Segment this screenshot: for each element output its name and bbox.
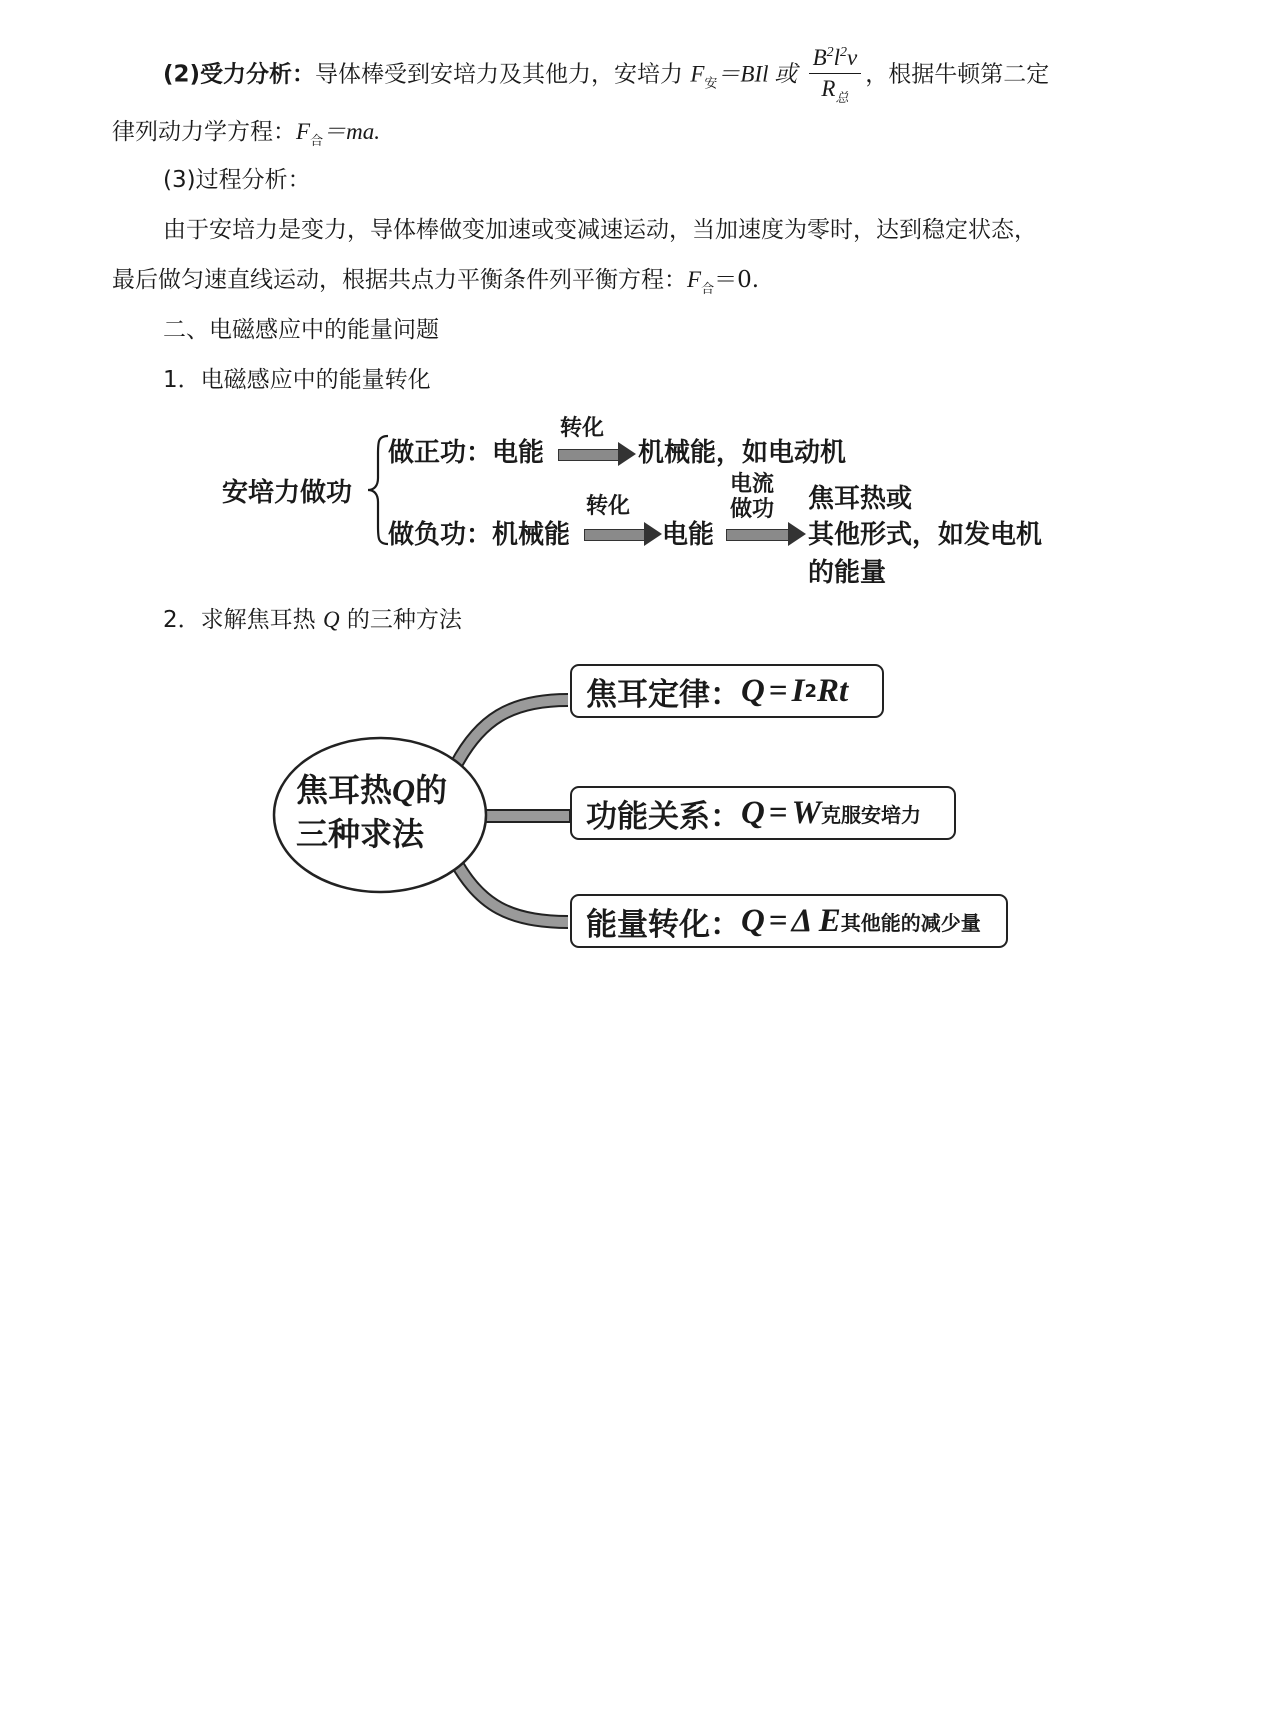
process-analysis-label: (3)过程分析： [163, 167, 311, 193]
subsection1-title: 1．电磁感应中的能量转化 [163, 367, 431, 393]
process-analysis-line2: 最后做匀速直线运动，根据共点力平衡条件列平衡方程：$F_合=0$. [112, 267, 760, 297]
force-analysis-label: (2)受力分析： [163, 61, 316, 88]
branch-joule-law: 焦耳定律： Q = I 2 Rt [570, 664, 884, 718]
process-analysis-line1: 由于安培力是变力，导体棒做变加速或变减速运动，当加速度为零时，达到稳定状态， [163, 217, 1037, 243]
section2-title: 二、电磁感应中的能量问题 [163, 317, 439, 343]
force-sub-an: 安 [704, 76, 718, 92]
force-line2-F: F [296, 119, 311, 144]
force-analysis-text2: ，根据牛顿第二定 [865, 61, 1050, 88]
force-F: F [690, 61, 705, 87]
lower-arrow1-label: 转化 [586, 494, 631, 519]
branch-work-energy: 功能关系： Q = W 克服安培力 [570, 786, 956, 840]
lower-lead: 做负功：机械能 [388, 520, 571, 550]
center-oval-line1: 焦耳热Q的 [296, 771, 448, 809]
fraction-numerator: $B^2l^2v$ [809, 38, 862, 74]
lower-arrow2-label: 电流 做功 [730, 472, 775, 522]
force-analysis-line2: 律列动力学方程：$F_合=ma$. [112, 119, 380, 149]
lower-target-line3: 的能量 [808, 558, 887, 588]
lower-middle: 电能 [662, 520, 715, 550]
force-line2-sub: 合 [310, 134, 324, 149]
upper-lead: 做正功：电能 [388, 438, 545, 468]
center-oval-line2: 三种求法 [296, 815, 425, 853]
lower-target-line2: 其他形式，如发电机 [808, 520, 1043, 550]
branch-energy-conversion: 能量转化： Q = Δ E 其他能的减少量 [570, 894, 1008, 948]
energy-root-label: 安培力做功 [222, 478, 353, 508]
fraction-denominator: $R_总$ [821, 76, 849, 105]
lower-target-line1: 焦耳热或 [808, 484, 913, 514]
upper-arrow-label: 转化 [560, 416, 605, 441]
force-analysis-text1: 导体棒受到安培力及其他力，安培力 [315, 61, 684, 88]
force-line2-eq: ＝ma. [323, 119, 380, 144]
force-eq1: ＝BIl 或 [717, 61, 798, 87]
upper-target: 机械能，如电动机 [638, 438, 847, 468]
subsection2-title: 2．求解焦耳热 Q 的三种方法 [163, 607, 462, 633]
